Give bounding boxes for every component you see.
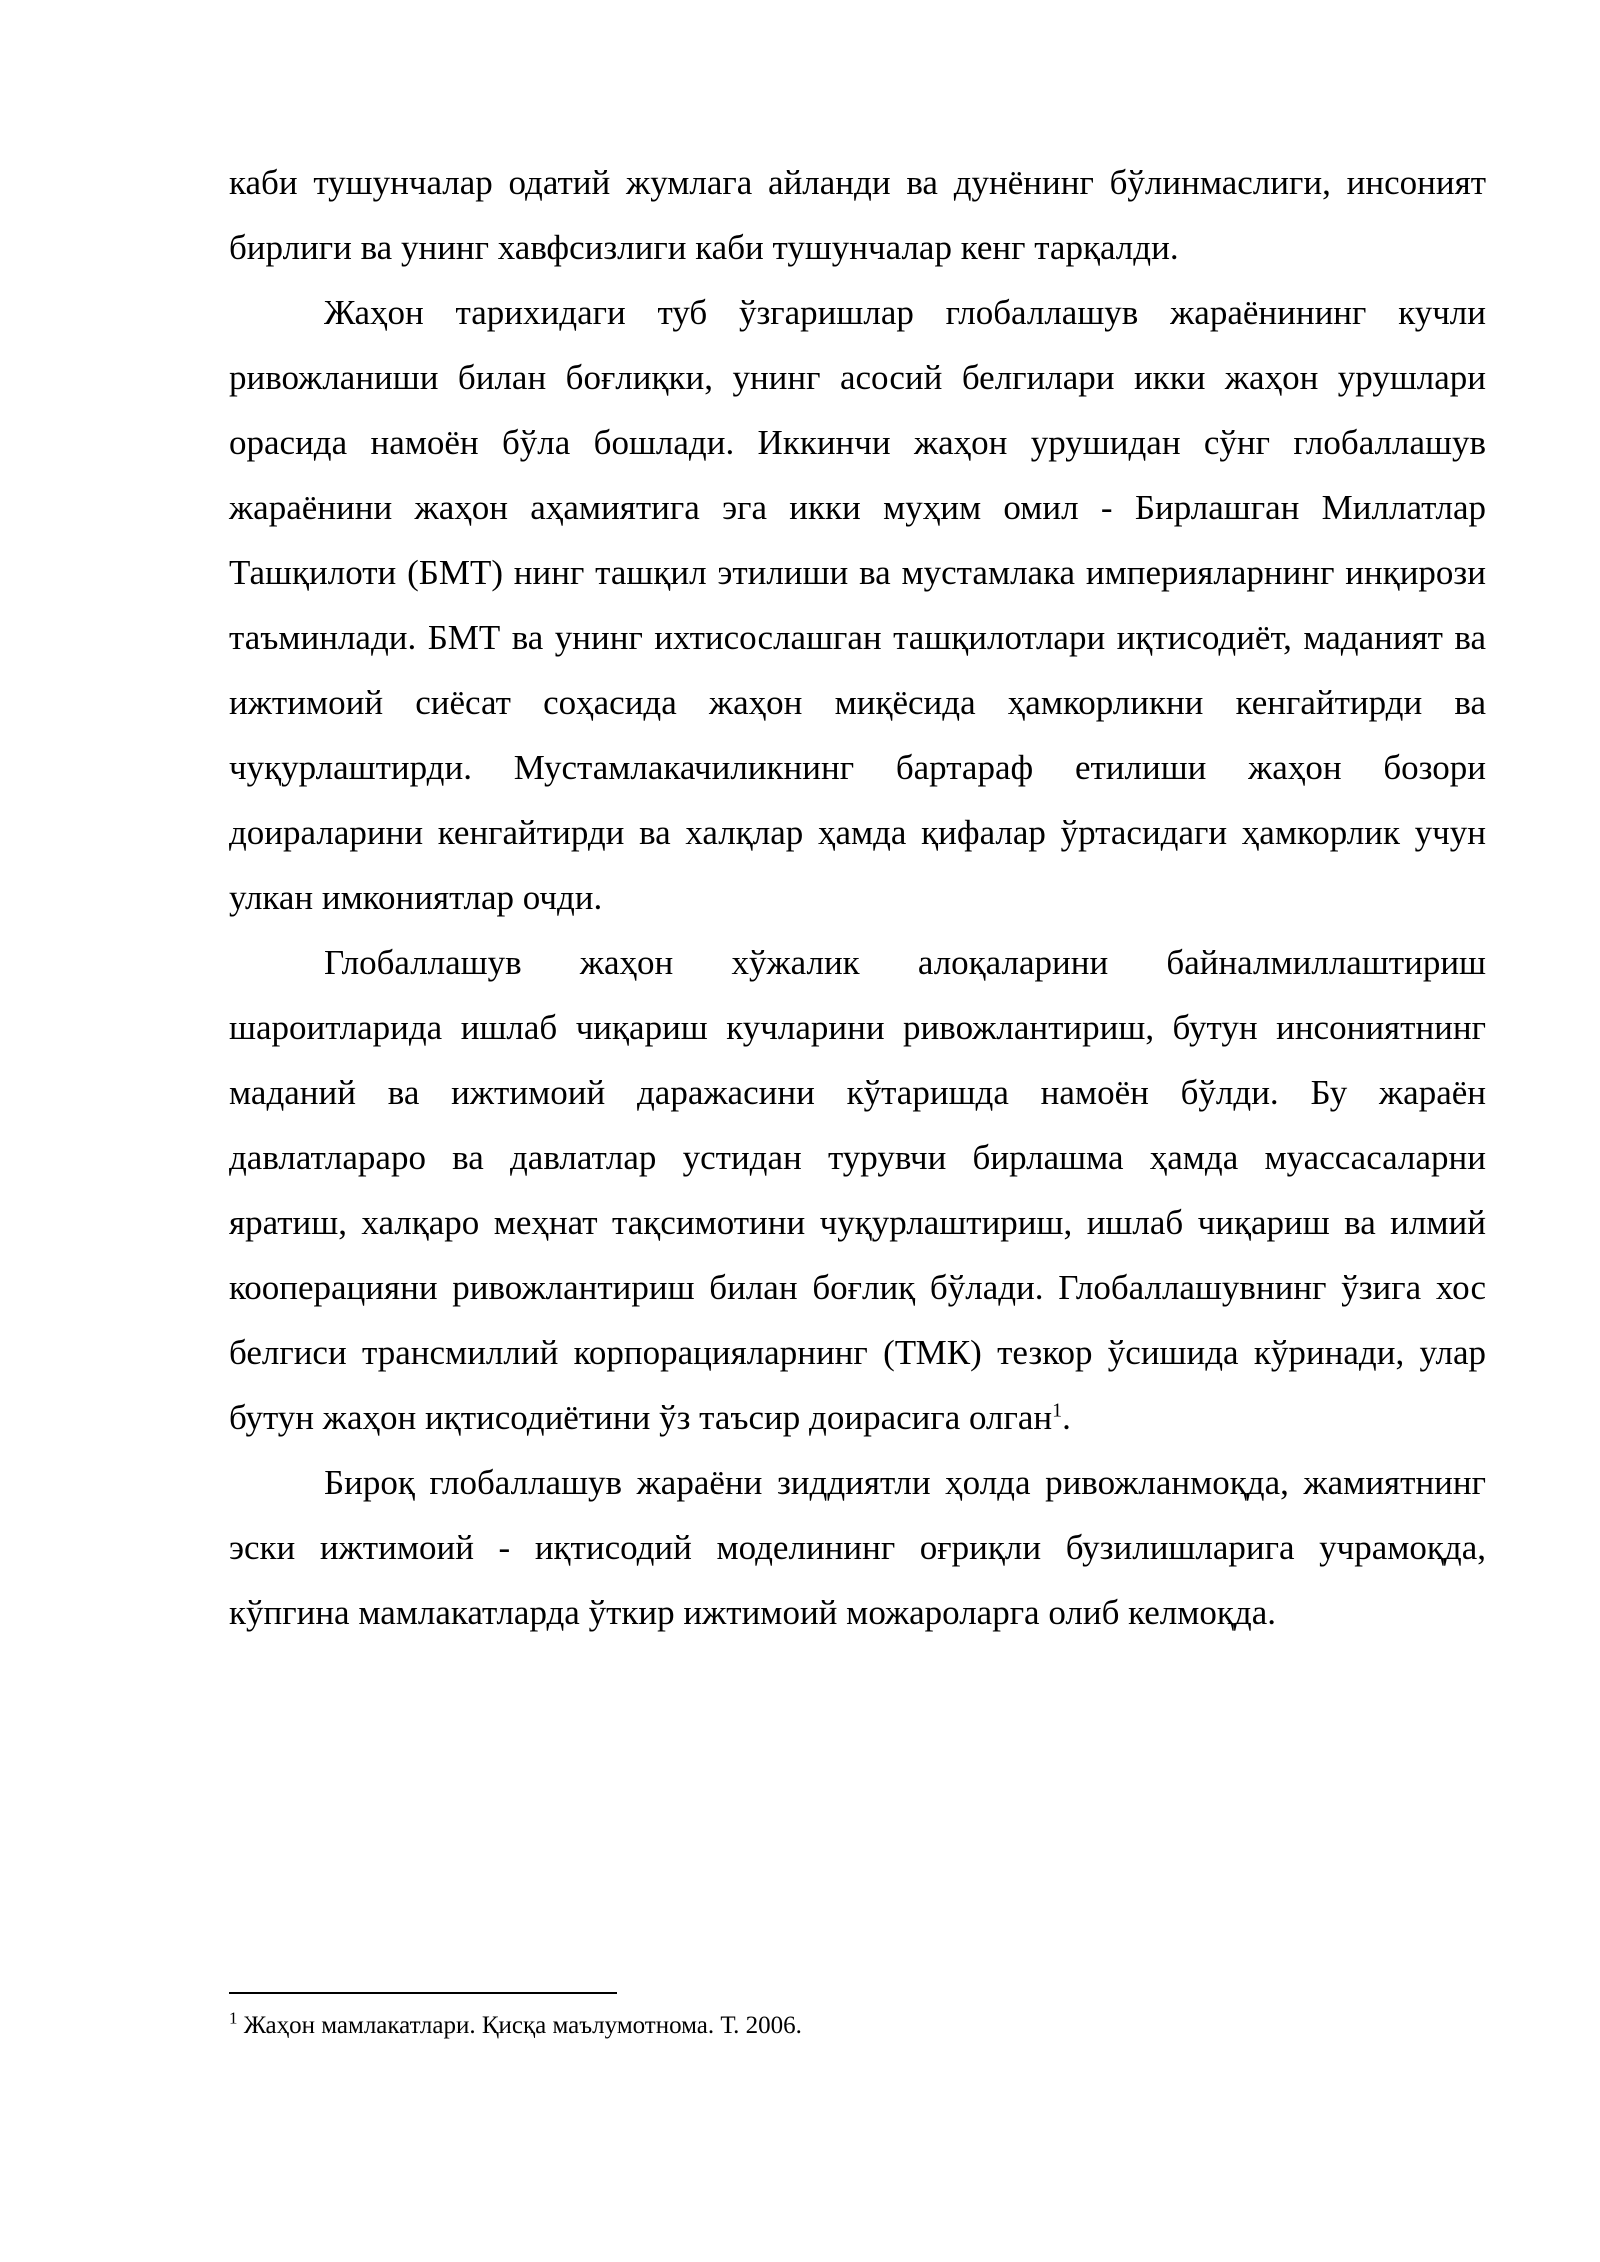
paragraph-1: каби тушунчалар одатий жумлага айланди ва дунёнинг бўлинмаслиги, инсоният бирлиги ва унинг хавфсизлиги каби тушунчалар кенг тарқалди. bbox=[229, 163, 1486, 267]
paragraph-2: Жаҳон тарихидаги туб ўзгаришлар глобаллашув жараёнининг кучли ривожланиши билан боғлиқки, унинг асосий белгилари икки жаҳон урушлари орасида намоён бўла бошлади. Иккинчи жаҳон урушидан сўнг глобаллашув жараёнини жаҳон аҳамиятига эга икки муҳим омил - Бирлашган Миллатлар Ташқилоти (БМТ) нинг ташқил этилиши ва мустамлака империяларнинг инқирози таъминлади. БМТ ва унинг ихтисослашган ташқилотлари иқтисодиёт, маданият ва ижтимоий сиёсат соҳасида жаҳон миқёсида ҳамкорликни кенгайтирди ва чуқурлаштирди. Мустамлакачиликнинг бартараф етилиши жаҳон бозори доираларини кенгайтирди ва халқлар ҳамда қифалар ўртасидаги ҳамкорлик учун улкан имкониятлар очди. bbox=[229, 293, 1486, 917]
footnote bbox=[229, 2008, 1486, 2044]
paragraph-4: Бироқ глобаллашув жараёни зиддиятли ҳолда ривожланмоқда, жамиятнинг эски ижтимоий - иқтисодий моделининг оғриқли бузилишларига учрамоқда, кўпгина мамлакатларда ўткир ижтимоий можароларга олиб келмоқда. bbox=[229, 1463, 1486, 1632]
paragraph-3-text: Глобаллашув жаҳон хўжалик алоқаларини байналмиллаштириш шароитларида ишлаб чиқариш кучларини ривожлантириш, бутун инсониятнинг маданий ва ижтимоий даражасини кўтаришда намоён бўлди. Бу жараён давлатлараро ва давлатлар устидан турувчи бирлашма ҳамда муассасаларни яратиш, халқаро меҳнат тақсимотини чуқурлаштириш, ишлаб чиқариш ва илмий кооперацияни ривожлантириш билан боғлиқ бўлади. Глобаллашувнинг ўзига хос белгиси трансмиллий корпорацияларнинг (ТМК) тезкор ўсишида кўринади, улар бутун жаҳон иқтисодиётини ўз таъсир доирасига олган bbox=[229, 943, 1486, 1437]
footnote-separator bbox=[229, 1992, 617, 1994]
footnote-number: 1 bbox=[229, 2008, 238, 2028]
footnote-text: Жаҳон мамлакатлари. Қисқа маълумотнома. Т. 2006. bbox=[237, 2012, 802, 2039]
paragraph-3 bbox=[229, 930, 1486, 1450]
footnote-reference[interactable]: 1 bbox=[1052, 1399, 1063, 1422]
body-text bbox=[229, 150, 1486, 1645]
paragraph-3-end: . bbox=[1062, 1398, 1071, 1437]
